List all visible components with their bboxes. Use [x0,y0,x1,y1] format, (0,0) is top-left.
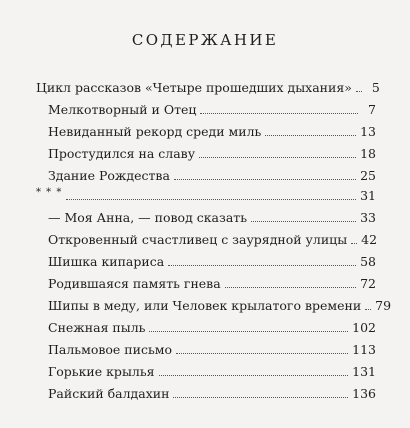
toc-entry-page: 102 [352,320,376,335]
toc-entry-page: 13 [360,124,376,139]
toc-entry [48,102,376,118]
dot-leader [365,309,371,310]
dot-leader [159,375,349,376]
dot-leader [251,221,356,222]
toc-entry [48,342,376,358]
toc-entry [36,188,376,204]
toc-entry-page: 136 [352,386,376,401]
dot-leader [66,199,356,200]
toc-entry-title: Невиданный рекорд среди миль [48,124,262,139]
toc-entry-title: Пальмовое письмо [48,342,172,357]
dot-leader [351,243,357,244]
dot-leader [200,113,358,114]
toc-entry-title: Шишка кипариса [48,254,165,269]
toc-entry [48,298,392,314]
toc-entry-title: * * * [36,187,63,198]
toc-entry [48,168,376,184]
toc-entry [48,364,376,380]
toc-entry [48,210,376,226]
toc-entry-title: Цикл рассказов «Четыре прошедших дыхания» [36,80,352,95]
toc-entry-page: 33 [360,210,376,225]
dot-leader [356,91,362,92]
toc-entry-page: 25 [360,168,376,183]
toc-entry-title: Здание Рождества [48,168,170,183]
toc-entry-page: 18 [360,146,376,161]
dot-leader [265,135,356,136]
dot-leader [225,287,356,288]
toc-entry [48,232,376,248]
toc-entry-title: Простудился на славу [48,146,196,161]
toc-entry-title: Райский балдахин [48,386,170,401]
toc-entry [48,254,376,270]
toc-entry [48,276,376,292]
dot-leader [173,397,348,398]
toc-entry [36,80,380,96]
toc-entry [48,320,376,336]
toc-entry-title: — Моя Анна, — повод сказать [48,210,248,225]
dot-leader [176,353,348,354]
toc-entry [48,146,376,162]
toc-entry-page: 113 [352,342,376,357]
toc-entry-title: Мелкотворный и Отец [48,102,197,117]
dot-leader [174,179,356,180]
toc-entry-page: 131 [352,364,376,379]
dot-leader [168,265,356,266]
dot-leader [149,331,348,332]
toc-entry-page: 31 [360,188,376,203]
page-title: СОДЕРЖАНИЕ [131,31,279,49]
toc-entry-title: Снежная пыль [48,320,146,335]
toc-entry-title: Шипы в меду, или Человек крылатого времени [48,298,362,313]
toc-entry-page: 58 [360,254,376,269]
toc-entry-page: 72 [360,276,376,291]
toc-entry [48,124,376,140]
toc-entry-page: 7 [368,102,376,117]
toc-entry-page: 5 [371,80,380,95]
toc-entry [48,386,376,402]
toc-entry-title: Горькие крылья [48,364,155,379]
toc-entry-page: 42 [361,232,378,247]
toc-entry-page: 79 [375,298,392,313]
dot-leader [199,157,356,158]
toc-entry-title: Откровенный счастливец с заурядной улицы [48,232,348,247]
toc-entry-title: Родившаяся память гнева [48,276,221,291]
